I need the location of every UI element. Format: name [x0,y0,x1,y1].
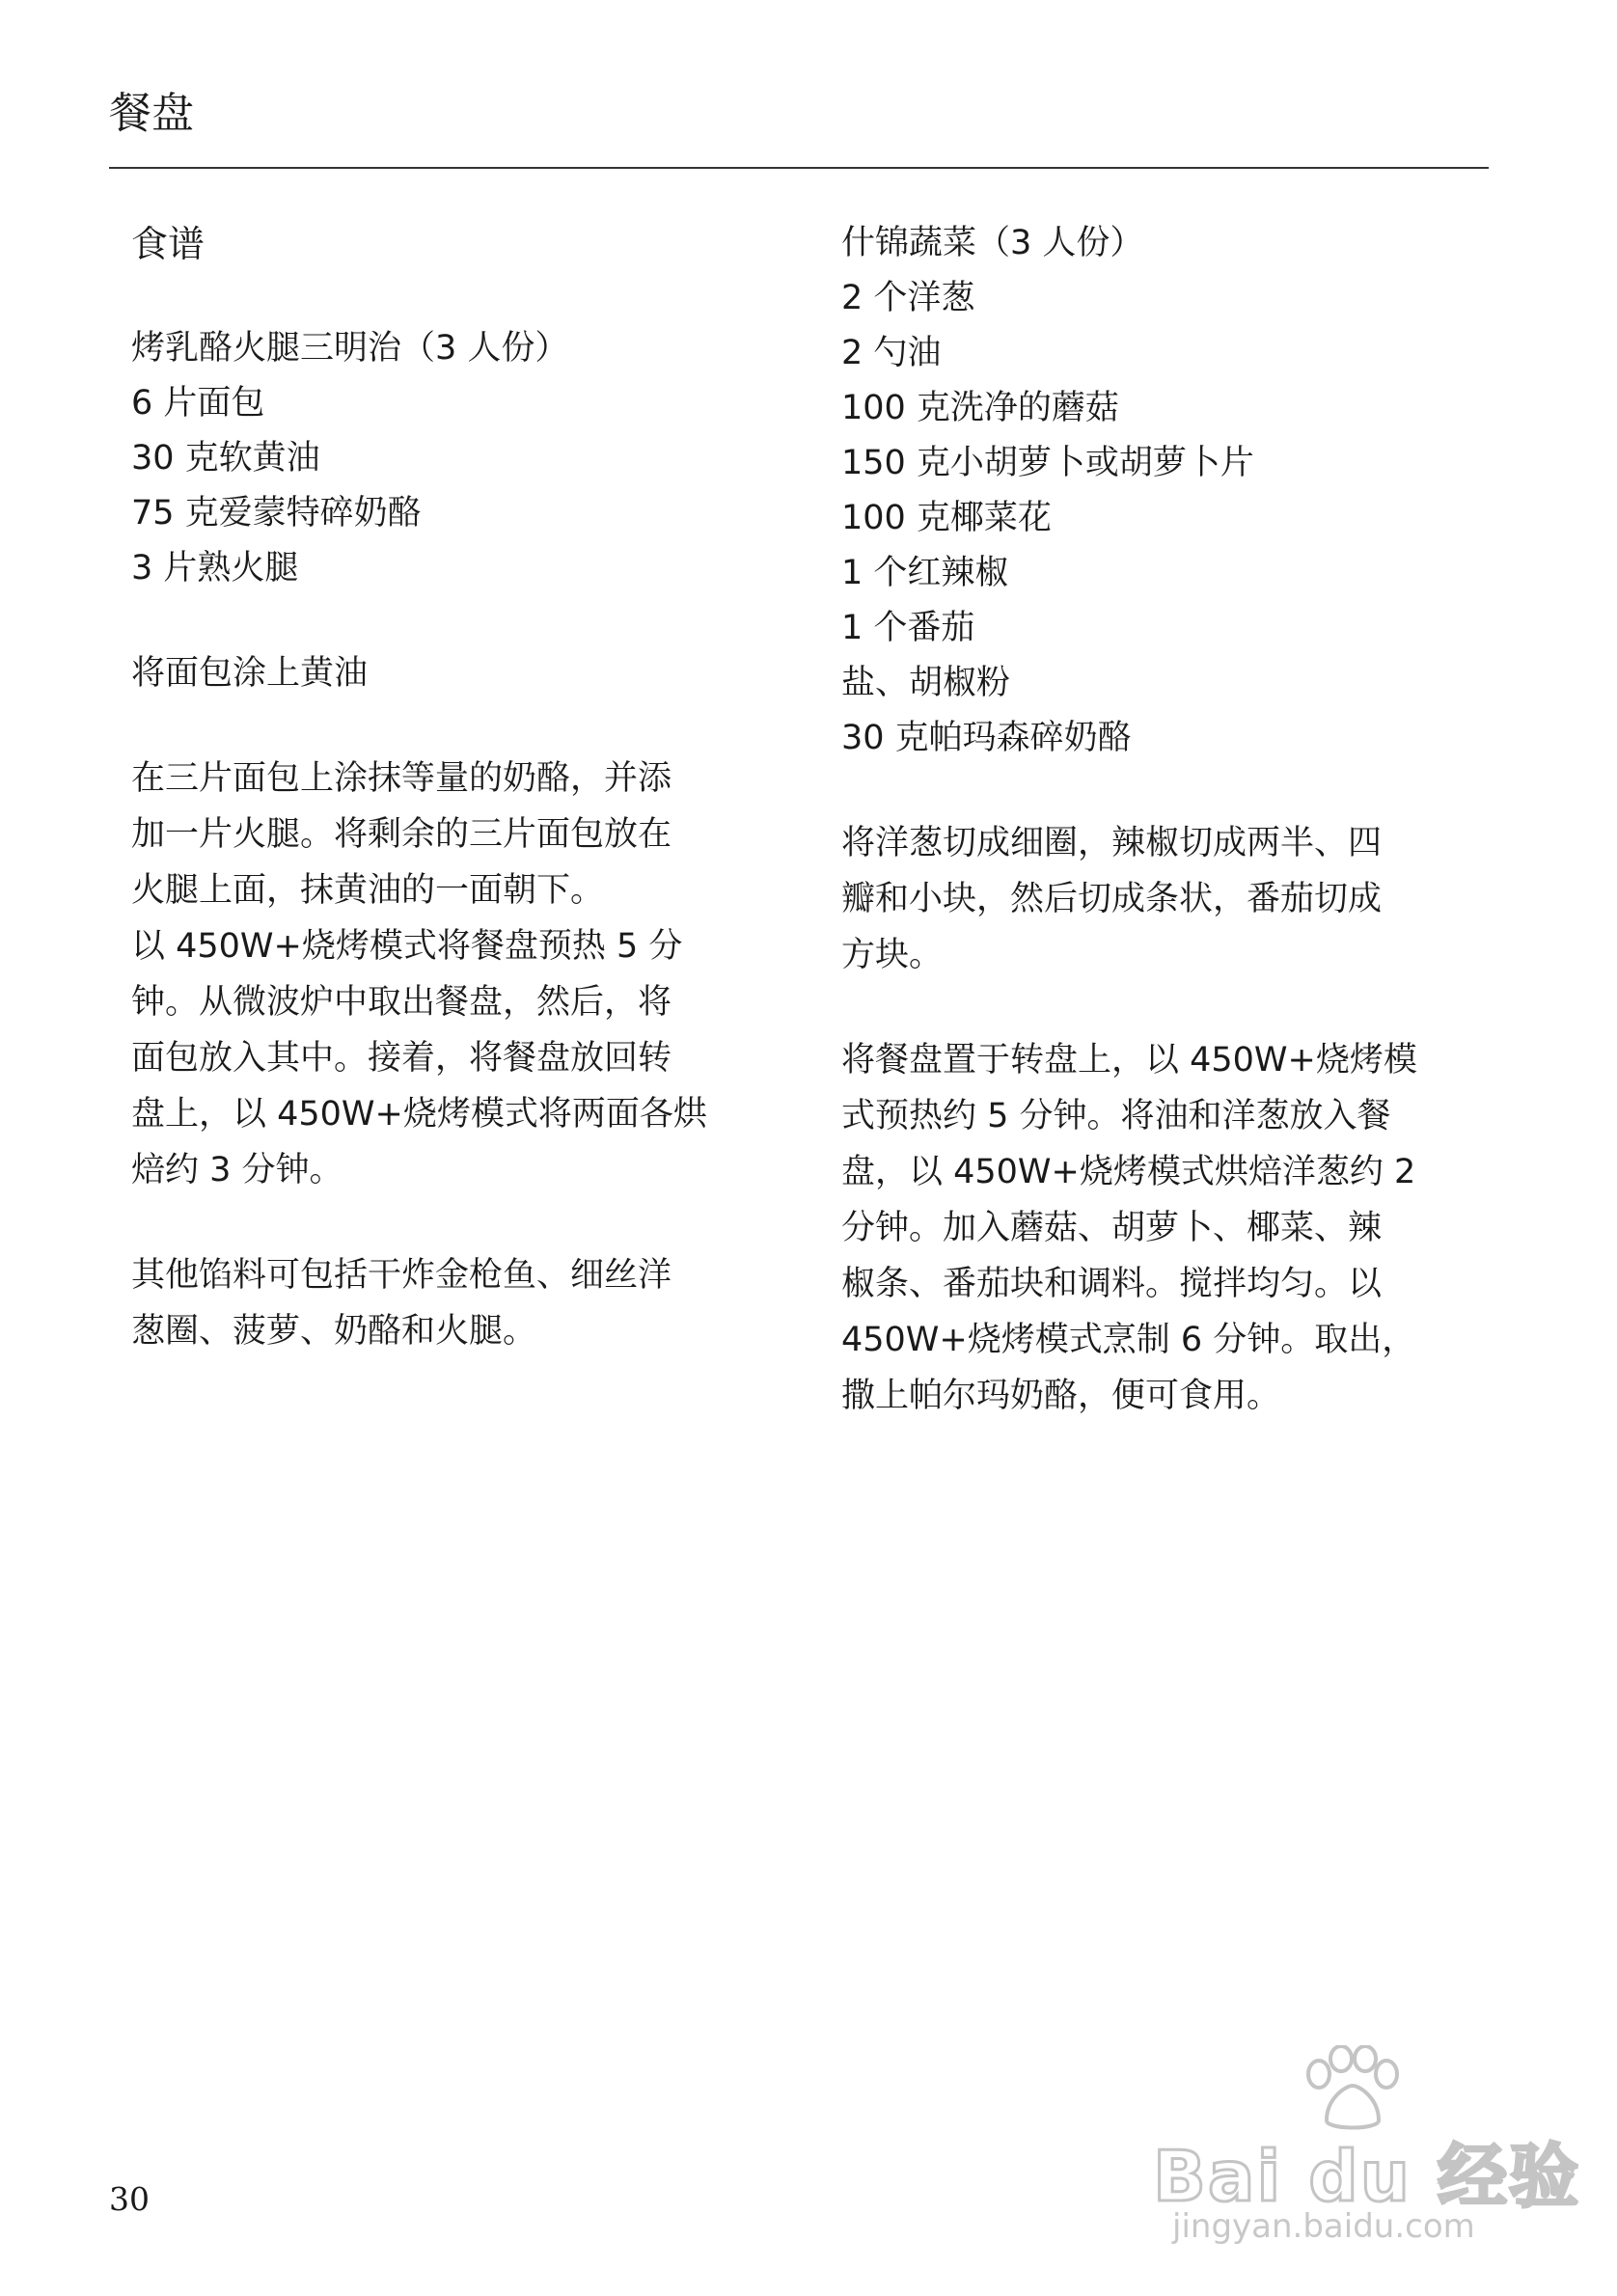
text-line: 在三片面包上涂抹等量的奶酪，并添 [131,759,672,798]
ingredient-item: 3 片熟火腿 [131,549,299,588]
ingredient-item: 100 克洗净的蘑菇 [841,389,1119,427]
text-line: 盘，以 450W+烧烤模式烘焙洋葱约 2 [841,1153,1416,1191]
text-line: 以 450W+烧烤模式将餐盘预热 5 分 [131,927,683,966]
recipe-title: 烤乳酪火腿三明治（3 人份） [131,329,569,368]
text-line: 面包放入其中。接着，将餐盘放回转 [131,1039,672,1078]
baidu-logo: Bai du 经验 [1153,2136,1581,2217]
text-line: 盘上，以 450W+烧烤模式将两面各烘 [131,1095,707,1134]
section-title: 食谱 [131,223,206,265]
text-line: 椒条、番茄块和调料。搅拌均匀。以 [841,1265,1383,1303]
right-column [841,216,1478,1424]
paw-icon [1298,2045,1404,2132]
text-line: 焙约 3 分钟。 [131,1151,343,1189]
text-line: 其他馅料可包括干炸金枪鱼、细丝洋 [131,1256,672,1295]
spacer [841,983,1478,1032]
text-line: 火腿上面，抹黄油的一面朝下。 [131,871,605,910]
text-line: 钟。从微波炉中取出餐盘，然后，将 [131,983,672,1022]
spacer [131,596,768,645]
text-line: 将餐盘置于转盘上，以 450W+烧烤模 [841,1041,1417,1080]
ingredient-item: 100 克椰菜花 [841,499,1052,537]
instruction-paragraph [131,751,768,1198]
ingredient-item: 2 勺油 [841,334,942,372]
ingredient-item: 2 个洋葱 [841,279,975,317]
ingredient-list [131,376,768,596]
ingredient-item: 盐、胡椒粉 [841,664,1011,702]
ingredient-item: 75 克爱蒙特碎奶酪 [131,494,422,533]
text-line: 将面包涂上黄油 [131,654,369,693]
instruction-paragraph [841,815,1478,983]
text-line: 450W+烧烤模式烹制 6 分钟。取出， [841,1321,1416,1359]
text-line: 加一片火腿。将剩余的三片面包放在 [131,815,672,854]
recipe-title: 什锦蔬菜（3 人份） [841,224,1144,262]
ingredient-item: 1 个红辣椒 [841,554,1009,592]
ingredient-item: 6 片面包 [131,384,265,423]
text-line: 将洋葱切成细圈，辣椒切成两半、四 [841,824,1383,862]
page-title: 餐盘 [109,89,194,138]
baidu-watermark [1153,2045,1581,2248]
left-column [131,216,768,1359]
page-number: 30 [109,2180,150,2218]
text-line: 分钟。加入蘑菇、胡萝卜、椰菜、辣 [841,1209,1383,1247]
spacer [131,272,768,321]
instruction-paragraph [131,1247,768,1359]
header-divider [109,167,1489,169]
ingredient-item: 150 克小胡萝卜或胡萝卜片 [841,444,1254,482]
watermark-url: jingyan.baidu.com [1172,2207,1475,2246]
spacer [131,1198,768,1247]
ingredient-item: 30 克帕玛森碎奶酪 [841,719,1132,757]
ingredient-item: 30 克软黄油 [131,439,320,478]
instruction-paragraph [841,1032,1478,1424]
spacer [841,766,1478,815]
text-line: 式预热约 5 分钟。将油和洋葱放入餐 [841,1097,1391,1135]
ingredient-list [841,271,1478,766]
instruction-paragraph [131,645,768,701]
text-line: 瓣和小块，然后切成条状，番茄切成 [841,880,1383,918]
spacer [131,701,768,751]
text-line: 方块。 [841,936,944,974]
ingredient-item: 1 个番茄 [841,609,975,647]
text-line: 撒上帕尔玛奶酪，便可食用。 [841,1377,1281,1415]
text-line: 葱圈、菠萝、奶酪和火腿。 [131,1312,537,1351]
